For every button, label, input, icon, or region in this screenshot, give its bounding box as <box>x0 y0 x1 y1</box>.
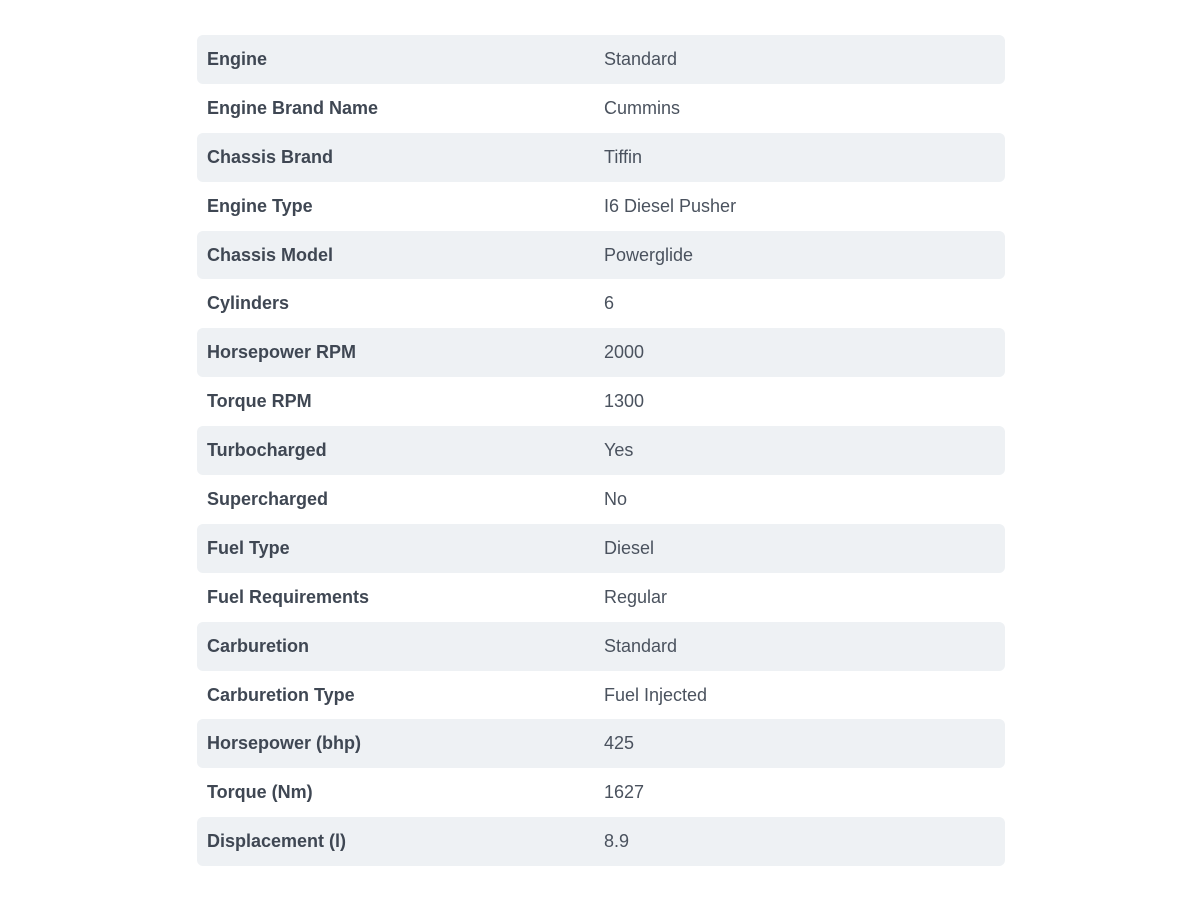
spec-label: Turbocharged <box>207 440 327 461</box>
spec-label: Engine <box>207 48 268 69</box>
spec-value: Tiffin <box>604 146 643 167</box>
spec-value: 2000 <box>604 342 645 363</box>
spec-label: Carburetion Type <box>207 684 355 705</box>
spec-value: 8.9 <box>604 831 630 852</box>
spec-row-fuel-type <box>197 524 1005 573</box>
spec-row-displacement <box>197 817 1005 866</box>
spec-row-chassis-model <box>197 231 1005 280</box>
spec-value: 6 <box>604 293 615 314</box>
spec-row-supercharged <box>197 475 1005 524</box>
spec-value: I6 Diesel Pusher <box>604 195 737 216</box>
spec-value: Diesel <box>604 537 655 558</box>
spec-row-carburetion <box>197 622 1005 671</box>
spec-value: Fuel Injected <box>604 684 708 705</box>
spec-row-engine-type <box>197 182 1005 231</box>
spec-row-engine <box>197 35 1005 84</box>
spec-value: 425 <box>604 733 635 754</box>
spec-value: Yes <box>604 440 634 461</box>
spec-label: Torque (Nm) <box>207 782 313 803</box>
spec-label: Horsepower RPM <box>207 342 357 363</box>
spec-row-horsepower-bhp <box>197 719 1005 768</box>
spec-row-torque-nm <box>197 768 1005 817</box>
engine-specs-table <box>197 35 1005 866</box>
spec-label: Chassis Brand <box>207 146 334 167</box>
spec-label: Horsepower (bhp) <box>207 733 362 754</box>
spec-value: 1627 <box>604 782 645 803</box>
spec-row-fuel-requirements <box>197 573 1005 622</box>
spec-row-torque-rpm <box>197 377 1005 426</box>
spec-label: Fuel Requirements <box>207 586 370 607</box>
spec-label: Torque RPM <box>207 391 312 412</box>
spec-label: Engine Type <box>207 195 313 216</box>
spec-label: Chassis Model <box>207 244 334 265</box>
spec-row-turbocharged <box>197 426 1005 475</box>
spec-label: Cylinders <box>207 293 290 314</box>
spec-value: Powerglide <box>604 244 694 265</box>
spec-label: Displacement (l) <box>207 831 347 852</box>
spec-row-chassis-brand <box>197 133 1005 182</box>
spec-row-horsepower-rpm <box>197 328 1005 377</box>
spec-value: Standard <box>604 48 678 69</box>
spec-value: 1300 <box>604 391 645 412</box>
spec-value: Cummins <box>604 97 681 118</box>
spec-label: Supercharged <box>207 488 329 509</box>
spec-label: Engine Brand Name <box>207 97 379 118</box>
spec-label: Carburetion <box>207 635 310 656</box>
spec-label: Fuel Type <box>207 537 290 558</box>
spec-value: Standard <box>604 635 678 656</box>
spec-value: No <box>604 488 628 509</box>
spec-row-engine-brand-name <box>197 84 1005 133</box>
spec-row-carburetion-type <box>197 671 1005 720</box>
spec-row-cylinders <box>197 279 1005 328</box>
spec-value: Regular <box>604 586 668 607</box>
